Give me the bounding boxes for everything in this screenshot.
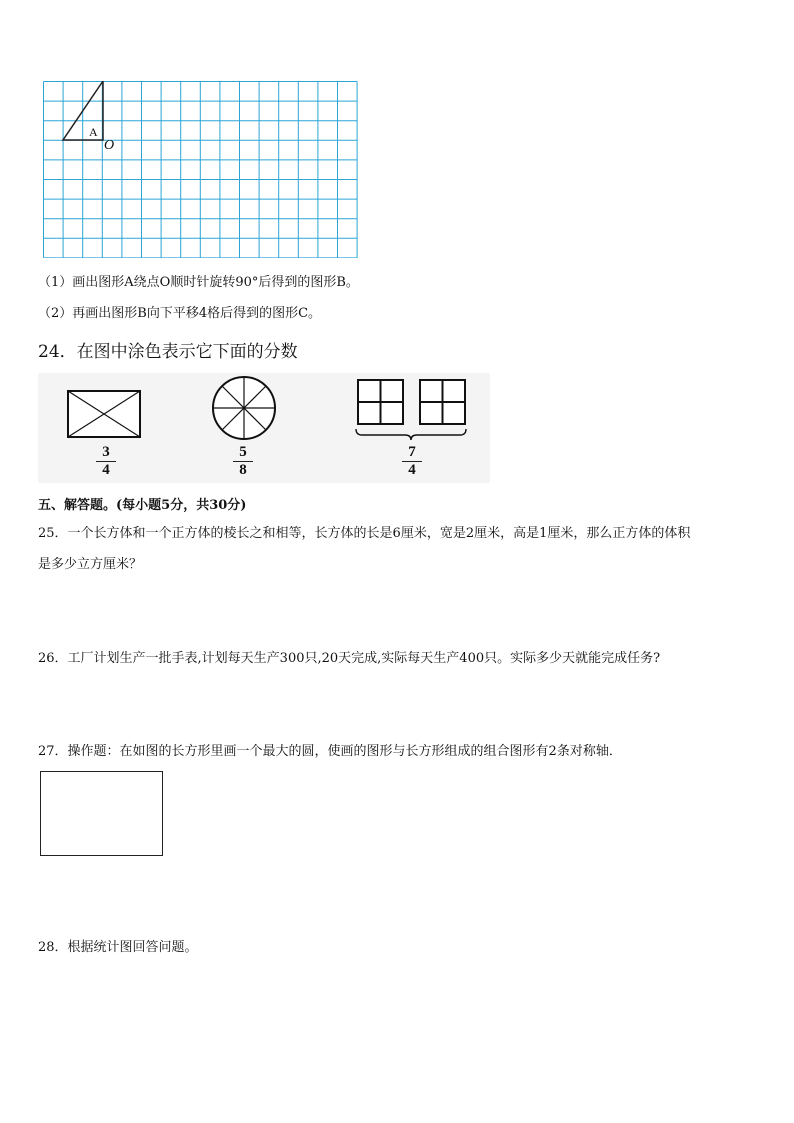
fraction-7-4 bbox=[402, 445, 422, 478]
fraction-3-4 bbox=[96, 445, 116, 478]
section-5-heading: 五、解答题。(每小题5分，共30分) bbox=[38, 498, 247, 513]
q27-text: 27．操作题：在如图的长方形里画一个最大的圆，使画的图形与长方形组成的组合图形有2条对称轴． bbox=[38, 744, 622, 759]
step-2-text: （2）再画出图形B向下平移4格后得到的图形C。 bbox=[38, 306, 322, 321]
brace-shape bbox=[356, 429, 466, 440]
q28-text: 28．根据统计图回答问题。 bbox=[38, 940, 198, 955]
fraction-denominator: 8 bbox=[239, 462, 247, 478]
rectangle-diagonals-figure bbox=[67, 390, 141, 438]
fraction-numerator: 3 bbox=[96, 445, 116, 462]
circle-eighths-figure bbox=[211, 375, 277, 441]
q25-text-line-2: 是多少立方厘米？ bbox=[38, 557, 143, 572]
fraction-denominator: 4 bbox=[102, 462, 110, 478]
q25-text-line-1: 25．一个长方体和一个正方体的棱长之和相等，长方体的长是6厘米，宽是2厘米，高是1厘米，那么正方体的体积 bbox=[38, 526, 691, 541]
label-o: O bbox=[104, 138, 115, 153]
q24-title: 24．在图中涂色表示它下面的分数 bbox=[38, 342, 298, 362]
q27-rectangle bbox=[40, 771, 163, 856]
fraction-5-8 bbox=[233, 445, 253, 478]
label-a: A bbox=[89, 125, 98, 139]
fraction-denominator: 4 bbox=[408, 462, 416, 478]
two-squares-figure bbox=[353, 376, 469, 442]
q26-text: 26．工厂计划生产一批手表,计划每天生产300只,20天完成,实际每天生产400只。实际多少天就能完成任务? bbox=[38, 651, 661, 666]
fraction-numerator: 5 bbox=[233, 445, 253, 462]
step-1-text: （1）画出图形A绕点O顺时针旋转90°后得到的图形B。 bbox=[38, 275, 359, 290]
rotation-grid bbox=[43, 81, 359, 258]
fraction-numerator: 7 bbox=[402, 445, 422, 462]
